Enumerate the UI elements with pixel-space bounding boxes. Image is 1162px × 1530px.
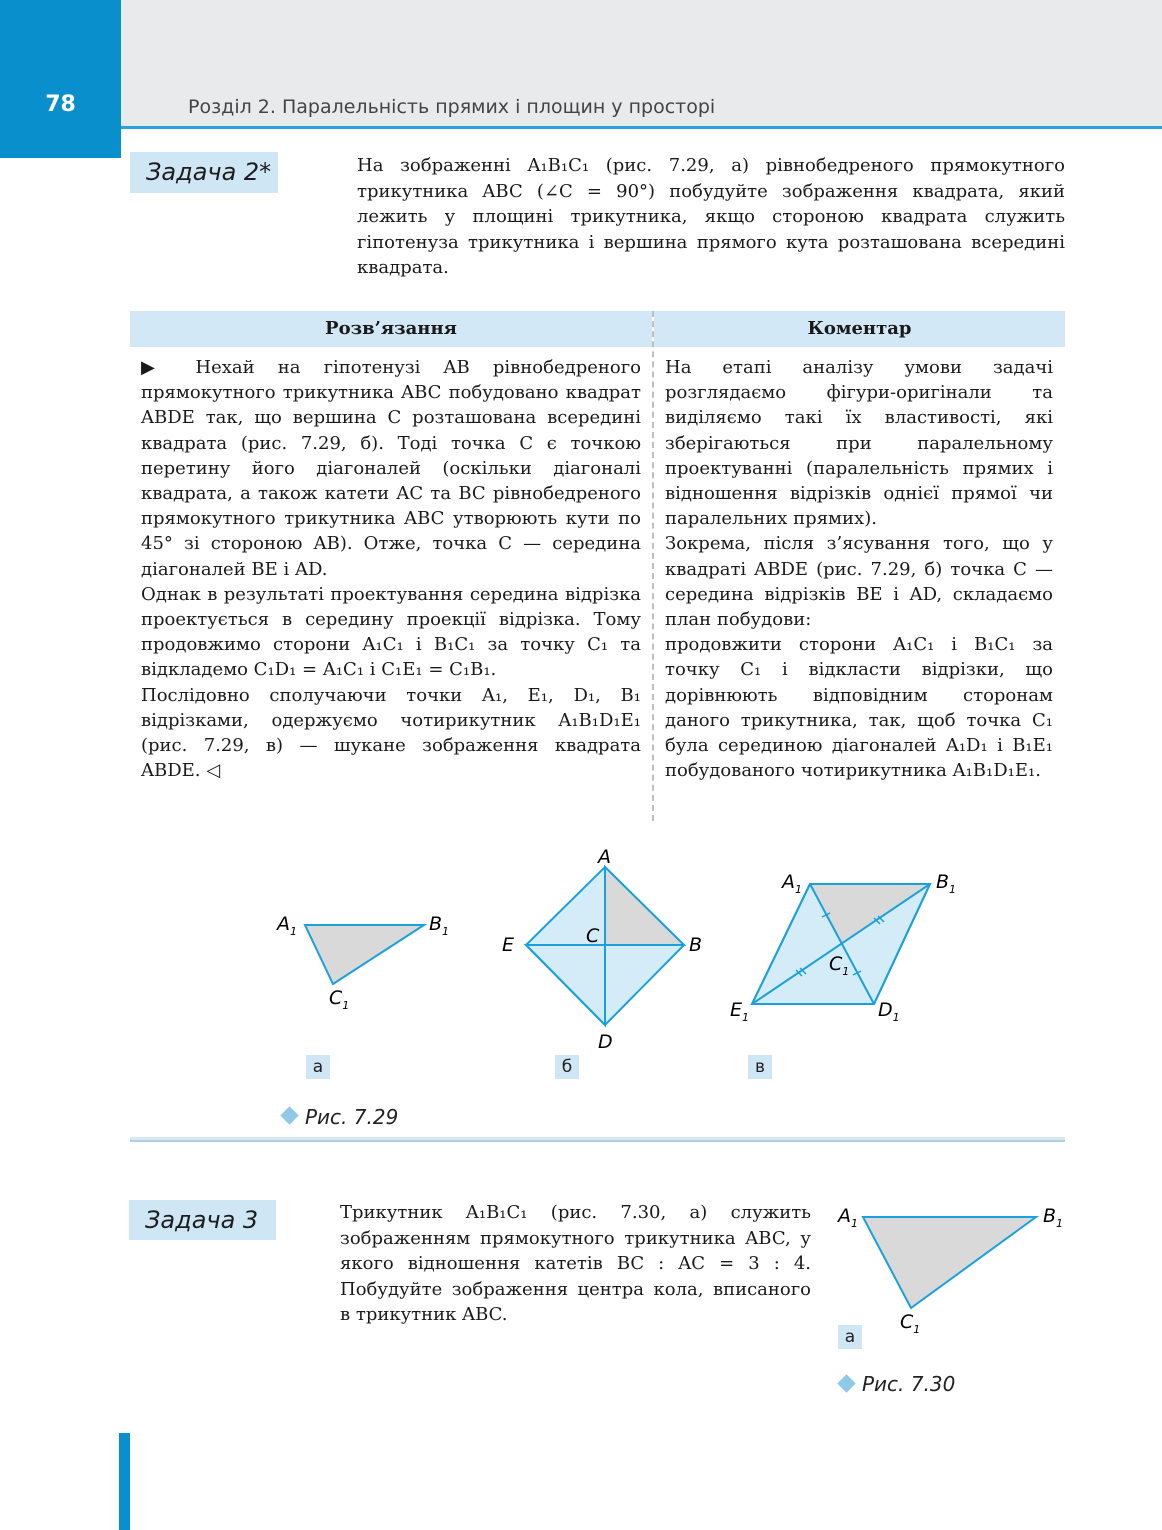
subfigure-tag-c: в (748, 1055, 772, 1079)
solution-paragraph: Послідовно сполучаючи точки A₁, E₁, D₁, B₁ відрізками, одержуємо чотирикутник A₁B₁D₁E₁ (рис. 7.29, в) — шукане зображення квадрата ABDE. ◁ (141, 684, 641, 782)
label-C1: $C_1$ (829, 953, 850, 978)
section-separator (130, 1137, 1065, 1142)
label-B1: $B_1$ (429, 913, 450, 938)
label-A: A (598, 846, 611, 868)
label-B: B (689, 934, 703, 956)
task3-label: Задача 3 (129, 1200, 276, 1240)
label-C1: $C_1$ (900, 1311, 921, 1336)
comment-paragraph: Зокрема, після з’ясування того, що у квадраті ABDE (рис. 7.29, б) точка C — середина відрізків BE і AD, складаємо план побудови: (665, 533, 1053, 631)
solution-paragraph: ▶ Нехай на гіпотенузі AB рівнобедреного прямокутного трикутника ABC побудовано квадрат ABDE так, що вершина C розташована всередині квадрата (рис. 7.29, б). Тоді точка C є точкою перетину його діагоналей (оскільки діагоналі квадрата, а також катети AC та BC рівнобедреного прямокутного трикутника ABC утворюють кути по 45° зі стороною AB). Отже, точка C — середина діагоналей BE і AD. (141, 357, 641, 580)
label-A1: $A_1$ (838, 1205, 858, 1230)
label-B1: $B_1$ (936, 871, 957, 896)
margin-accent-bar (119, 1433, 130, 1530)
label-A1: $A_1$ (277, 913, 297, 938)
label-C1: $C_1$ (329, 987, 350, 1012)
subfigure-tag-b: б (555, 1055, 579, 1079)
subfigure-tag-a: а (838, 1325, 862, 1349)
label-B1: $B_1$ (1043, 1205, 1064, 1230)
task2-label: Задача 2* (130, 152, 278, 193)
label-A1: $A_1$ (782, 871, 802, 896)
label-E: E (502, 934, 515, 956)
label-C: C (586, 925, 600, 947)
figure-caption: Рис. 7.29 (305, 1105, 399, 1129)
label-E1: $E_1$ (730, 999, 750, 1024)
task2-statement: На зображенні A₁B₁C₁ (рис. 7.29, а) рівнобедреного прямокутного трикутника ABC (∠C = 90°) побудуйте зображення квадрата, який лежить у площині трикутника, якщо стороною квадрата служить гіпотенуза трикутника і вершина прямого кута розташована всередині квадрата. (357, 155, 1065, 278)
comment-header: Коментар (654, 311, 1065, 347)
comment-paragraph: продовжити сторони A₁C₁ і B₁C₁ за точку C₁ і відкласти відрізки, що дорівнюють відповідним сторонам даного трикутника, так, щоб точка C₁ була серединою діагоналей A₁D₁ і B₁E₁ побудованого чотирикутника A₁B₁D₁E₁. (665, 634, 1053, 782)
page-number: 78 (45, 92, 76, 117)
fig-730a-triangle (836, 1205, 1063, 1336)
chapter-title: Розділ 2. Паралельність прямих і площин у просторі (188, 96, 716, 118)
fig-729b-square (502, 846, 702, 1053)
solution-paragraph: Однак в результаті проектування середина відрізка проектується в середину проекції відрізка. Тому продовжимо сторони A₁C₁ і B₁C₁ за точку C₁ та відкладемо C₁D₁ = A₁C₁ і C₁E₁ = C₁B₁. (141, 583, 641, 681)
task3-statement: Трикутник A₁B₁C₁ (рис. 7.30, а) служить зображенням прямокутного трикутника ABC, у якого відношення катетів BC : AC = 3 : 4. Побудуйте зображення центра кола, вписаного в трикутник ABC. (340, 1202, 811, 1325)
label-D: D (598, 1031, 613, 1053)
label-D1: $D_1$ (878, 999, 900, 1024)
fig-729a-triangle (275, 913, 449, 1012)
figure-caption: Рис. 7.30 (862, 1372, 956, 1396)
solution-header: Розв’язання (130, 311, 652, 347)
subfigure-tag-a: а (306, 1055, 330, 1079)
comment-paragraph: На етапі аналізу умови задачі розглядаємо фігури-оригінали та виділяємо такі їх властивості, які зберігаються при паралельному проектуванні (паралельність прямих і відношення відрізків однієї прямої чи паралельних прямих). (665, 357, 1053, 530)
fig-729c-parallelogram (730, 871, 956, 1024)
